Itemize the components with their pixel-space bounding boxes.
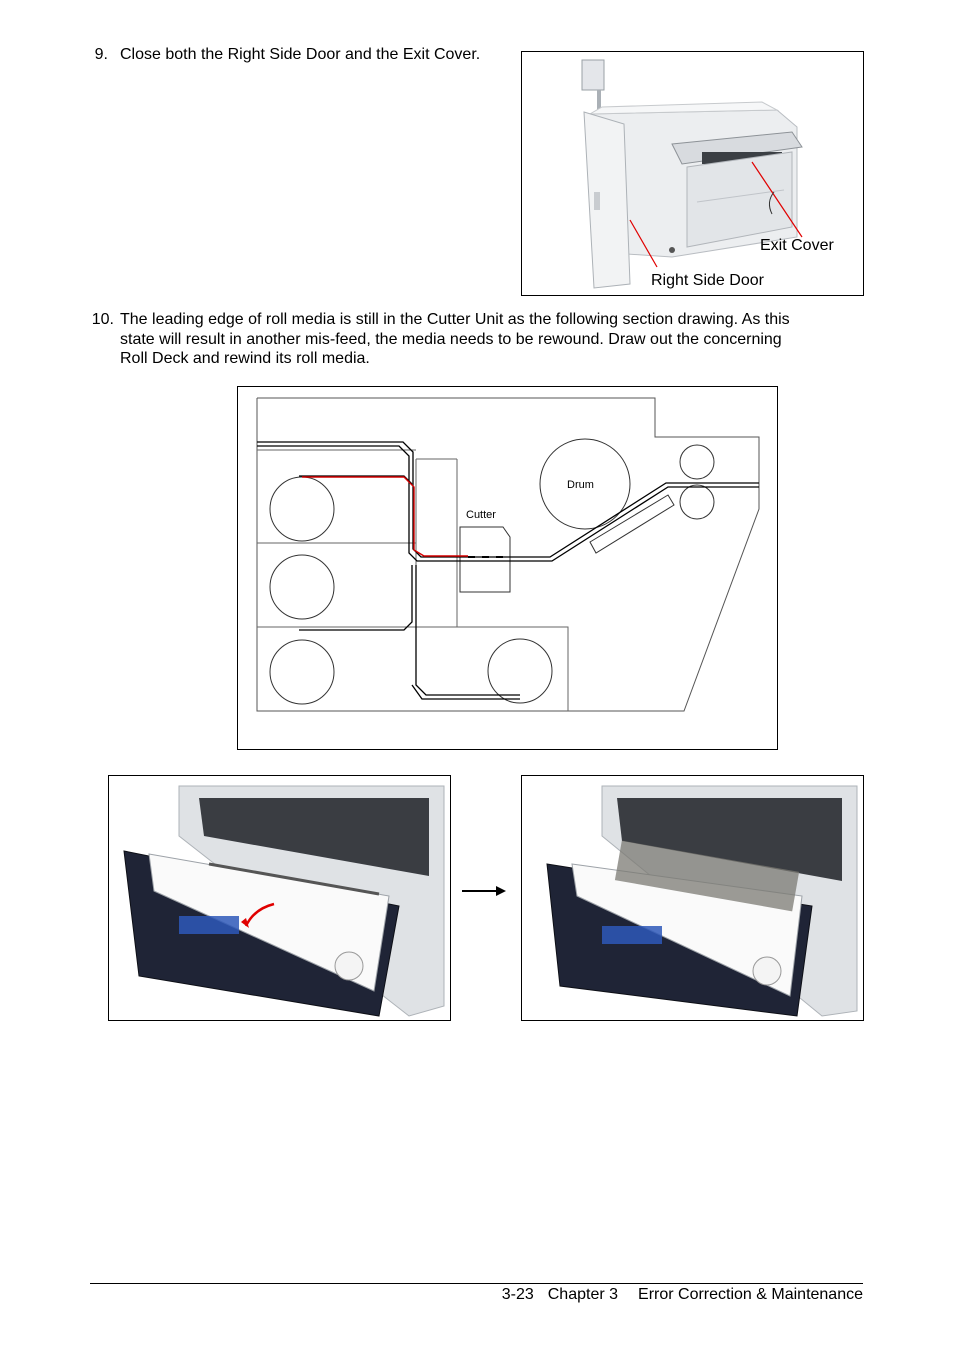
exit-cover-label: Exit Cover	[760, 237, 834, 254]
arrow-right-icon	[460, 884, 508, 898]
page-number: 3-23	[501, 1286, 534, 1303]
machine-photo	[521, 51, 864, 296]
step-9-number: 9.	[94, 46, 108, 63]
right-side-door-label: Right Side Door	[651, 272, 764, 289]
step-10-line-2: state will result in another mis-feed, the media needs to be rewound. Draw out the concerning	[120, 331, 782, 348]
section-drawing	[237, 386, 778, 750]
step-10-number: 10.	[91, 311, 114, 328]
chapter-title: Error Correction & Maintenance	[638, 1286, 863, 1303]
roll-deck-after-illustration	[522, 776, 863, 1020]
media-path-diagram	[238, 387, 777, 749]
step-10-line-3: Roll Deck and rewind its roll media.	[120, 350, 370, 367]
machine-illustration	[522, 52, 863, 295]
cutter-label: Cutter	[466, 509, 496, 521]
chapter-label: Chapter 3	[547, 1286, 619, 1303]
step-9-text: Close both the Right Side Door and the Exit Cover.	[120, 46, 481, 63]
drum-label: Drum	[567, 479, 594, 491]
roll-deck-after-photo	[521, 775, 864, 1021]
footer-rule	[90, 1283, 863, 1284]
roll-deck-before-photo	[108, 775, 451, 1021]
step-10-line-1: The leading edge of roll media is still in the Cutter Unit as the following section drawing. As this	[120, 311, 790, 328]
page-footer	[488, 1285, 863, 1305]
roll-deck-before-illustration	[109, 776, 450, 1020]
